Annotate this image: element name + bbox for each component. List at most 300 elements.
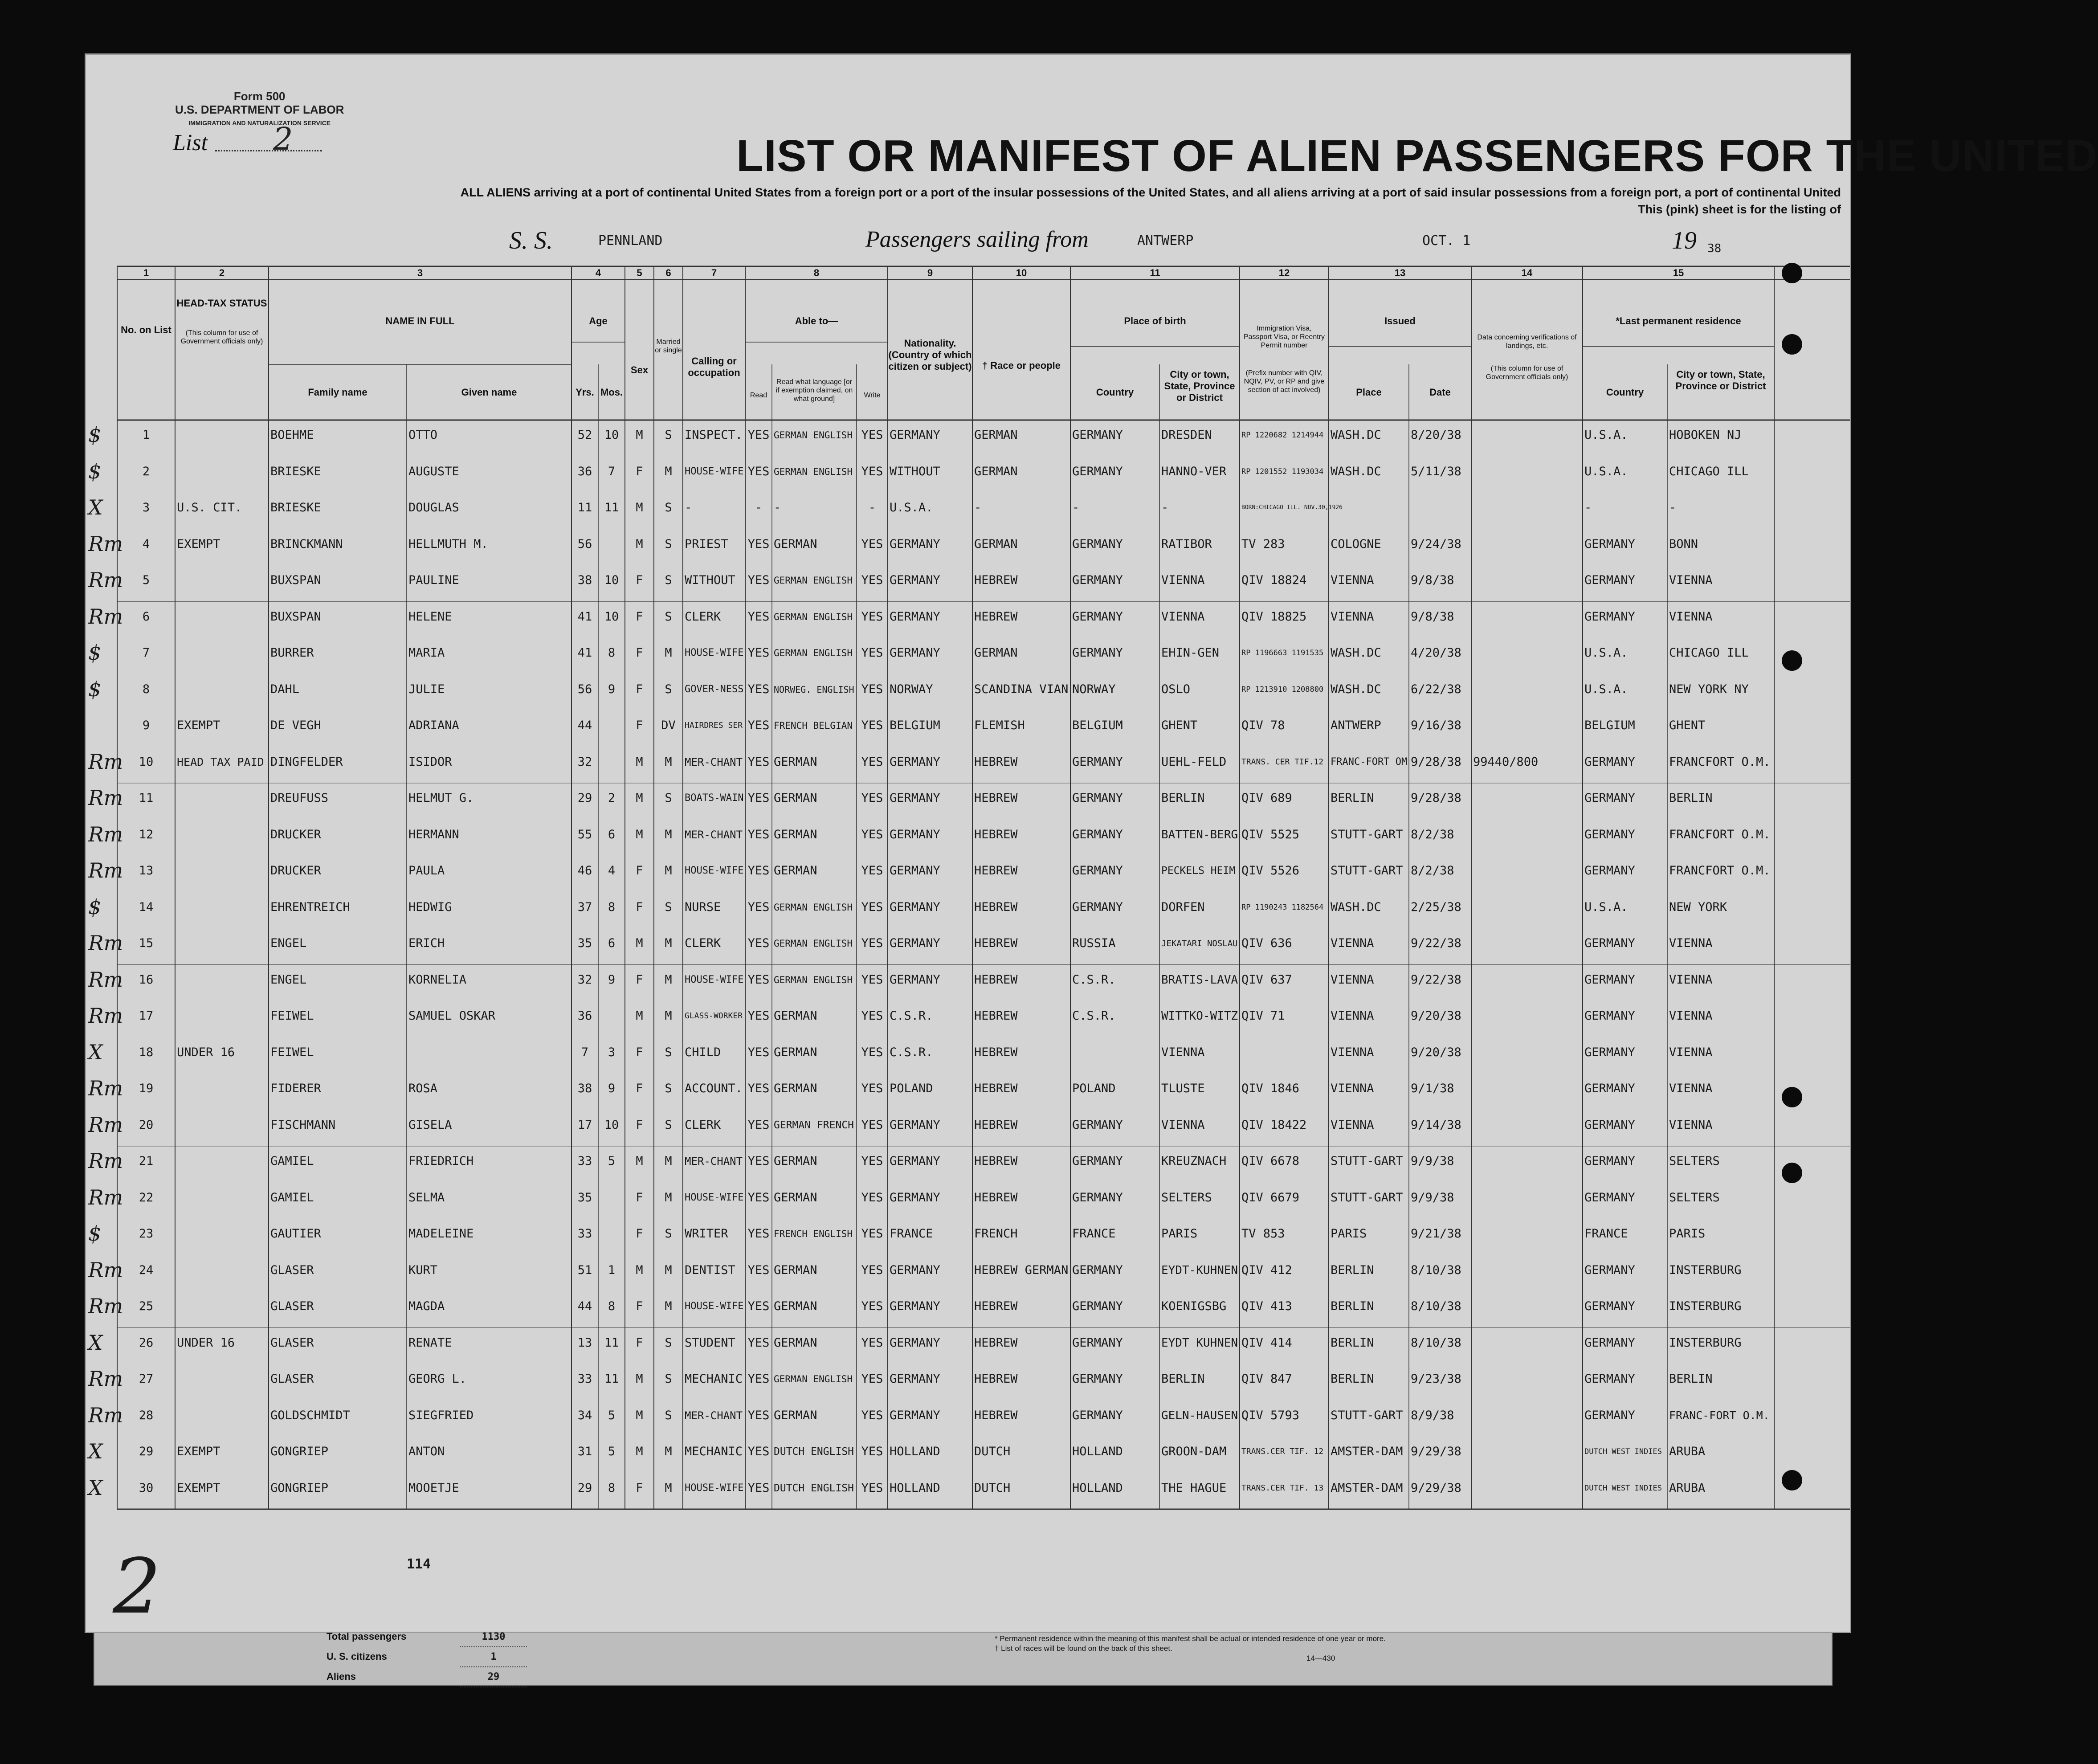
- cell-sex: M: [636, 537, 643, 551]
- cell-rcity: INSTERBURG: [1669, 1299, 1742, 1313]
- cell-calling: STUDENT: [685, 1335, 735, 1350]
- cell-rcountry: GERMANY: [1584, 537, 1635, 551]
- manifest-page: [85, 53, 2098, 1682]
- cell-visa: QIV 637: [1241, 972, 1292, 987]
- cell-bcity: VIENNA: [1161, 1118, 1205, 1132]
- cell-bcity: BERLIN: [1161, 791, 1205, 805]
- cell-given: OTTO: [408, 428, 438, 442]
- cell-rcountry: BELGIUM: [1584, 719, 1635, 732]
- cell-place: FRANC-FORT OM: [1331, 756, 1408, 768]
- cell-read: YES: [747, 682, 770, 696]
- cell-date: 2/25/38: [1411, 900, 1461, 914]
- cell-yrs: 33: [577, 1372, 592, 1386]
- cell-calling: HAIRDRES SER: [685, 721, 743, 730]
- cell-no: 23: [139, 1227, 154, 1241]
- cell-nat: GERMANY: [890, 900, 940, 914]
- cell-write: YES: [861, 609, 883, 624]
- cell-family: GONGRIEP: [270, 1481, 329, 1495]
- aliens-count-value: 29: [460, 1668, 527, 1687]
- cell-date: 9/23/38: [1411, 1372, 1461, 1386]
- cell-race: HEBREW: [974, 609, 1018, 624]
- margin-mark: Rm: [88, 749, 123, 774]
- cell-mos: 4: [608, 864, 616, 878]
- cell-write: YES: [861, 1154, 883, 1168]
- cell-given: GEORG L.: [408, 1372, 467, 1386]
- cell-date: 9/24/38: [1411, 537, 1461, 551]
- cell-visa: QIV 413: [1241, 1299, 1292, 1313]
- cell-sex: M: [636, 1009, 643, 1023]
- cell-calling: NURSE: [685, 900, 721, 914]
- cell-bcity: GHENT: [1161, 719, 1198, 732]
- cell-race: HEBREW: [974, 1372, 1018, 1386]
- race-header: † Race or people: [982, 360, 1061, 371]
- cell-no: 21: [139, 1154, 154, 1168]
- cell-rcountry: GERMANY: [1584, 1154, 1635, 1168]
- cell-race: HEBREW: [974, 573, 1018, 587]
- cell-yrs: 34: [577, 1408, 592, 1422]
- cell-yrs: 33: [577, 1227, 592, 1241]
- margin-mark: X: [88, 1040, 103, 1064]
- cell-bcountry: GERMANY: [1072, 464, 1123, 478]
- cell-ms: S: [665, 1045, 672, 1059]
- given-name-header: Given name: [461, 387, 517, 398]
- cell-yrs: 13: [577, 1335, 592, 1350]
- margin-mark: Rm: [88, 568, 123, 592]
- residence-header: *Last permanent residence: [1616, 315, 1741, 327]
- cell-bcity: EYDT KUHNEN: [1161, 1336, 1238, 1350]
- cell-bcountry: GERMANY: [1072, 537, 1123, 551]
- column-number: 12: [1278, 267, 1290, 278]
- cell-mos: 6: [608, 936, 616, 950]
- cell-yrs: 38: [577, 1082, 592, 1095]
- cell-place: BERLIN: [1331, 1372, 1374, 1386]
- cell-yrs: 44: [577, 1299, 592, 1313]
- cell-family: GAMIEL: [270, 1190, 314, 1205]
- column-number: 9: [927, 267, 933, 278]
- cell-no: 5: [142, 573, 150, 587]
- cell-lang: GERMAN: [774, 864, 817, 878]
- cell-nat: GERMANY: [890, 864, 940, 878]
- cell-no: 11: [139, 791, 154, 805]
- cell-no: 8: [142, 682, 150, 696]
- cell-bcity: DORFEN: [1161, 900, 1205, 914]
- cell-tax: EXEMPT: [177, 1481, 220, 1495]
- cell-sex: F: [636, 900, 643, 914]
- cell-no: 14: [139, 900, 154, 914]
- read-language-header: Read what language [or if exemption claimed, on what ground]: [776, 378, 853, 403]
- cell-sex: F: [636, 719, 643, 732]
- margin-mark: Rm: [88, 858, 123, 882]
- cell-sex: F: [636, 864, 643, 878]
- punch-hole: [1782, 334, 1802, 355]
- punch-hole: [1782, 650, 1802, 671]
- cell-write: YES: [861, 1335, 883, 1350]
- margin-mark: Rm: [88, 931, 123, 955]
- cell-read: YES: [747, 1154, 770, 1168]
- cell-lang: GERMAN: [774, 1190, 817, 1205]
- residence-country-header: Country: [1606, 387, 1644, 398]
- cell-visa: QIV 1846: [1241, 1082, 1300, 1095]
- cell-race: -: [974, 501, 982, 514]
- cell-read: YES: [747, 1190, 770, 1205]
- name-header: NAME IN FULL: [385, 315, 455, 327]
- cell-given: ERICH: [408, 936, 445, 950]
- cell-date: 8/2/38: [1411, 827, 1454, 841]
- birth-country-header: Country: [1096, 387, 1134, 398]
- cell-bcity: BRATIS-LAVA: [1161, 973, 1238, 987]
- cell-ms: M: [665, 646, 672, 660]
- cell-ms: S: [665, 1118, 672, 1132]
- cell-bcountry: GERMANY: [1072, 1118, 1123, 1132]
- cell-race: HEBREW: [974, 1190, 1018, 1205]
- cell-lang: GERMAN ENGLISH: [774, 974, 853, 985]
- cell-ms: S: [665, 791, 672, 805]
- cell-date: 9/9/38: [1411, 1154, 1454, 1168]
- column-number: 1: [143, 267, 149, 278]
- cell-yrs: 41: [577, 609, 592, 624]
- cell-date: 9/8/38: [1411, 573, 1454, 587]
- cell-write: YES: [861, 755, 883, 769]
- cell-bcountry: -: [1072, 501, 1080, 514]
- cell-read: -: [755, 501, 763, 514]
- cell-read: YES: [747, 464, 770, 478]
- cell-write: YES: [861, 1408, 883, 1422]
- cell-bcountry: GERMANY: [1072, 900, 1123, 914]
- cell-sex: F: [636, 682, 643, 696]
- cell-date: 6/22/38: [1411, 682, 1461, 696]
- cell-given: ISIDOR: [408, 755, 452, 769]
- cell-nat: GERMANY: [890, 1190, 940, 1205]
- cell-race: GERMAN: [974, 537, 1018, 551]
- manifest-grid: [86, 55, 1850, 1632]
- cell-yrs: 35: [577, 1190, 592, 1205]
- cell-sex: M: [636, 936, 643, 950]
- cell-calling: CLERK: [685, 936, 721, 950]
- cell-lang: GERMAN ENGLISH: [774, 611, 853, 622]
- cell-rcity: BERLIN: [1669, 1372, 1713, 1386]
- cell-yrs: 32: [577, 972, 592, 987]
- cell-bcountry: GERMANY: [1072, 791, 1123, 805]
- cell-family: DE VEGH: [270, 719, 321, 732]
- cell-visa: QIV 6679: [1241, 1190, 1300, 1205]
- cell-no: 22: [139, 1190, 154, 1205]
- column-number: 11: [1150, 267, 1160, 278]
- cell-family: DRUCKER: [270, 864, 321, 878]
- cell-date: 9/14/38: [1411, 1118, 1461, 1132]
- year-suffix: 38: [1707, 242, 1722, 255]
- cell-yrs: 29: [577, 791, 592, 805]
- cell-nat: HOLLAND: [890, 1445, 940, 1458]
- cell-family: BUXSPAN: [270, 573, 321, 587]
- cell-bcountry: HOLLAND: [1072, 1481, 1123, 1495]
- cell-write: YES: [861, 464, 883, 478]
- cell-nat: GERMANY: [890, 1299, 940, 1313]
- cell-rcountry: GERMANY: [1584, 1335, 1635, 1350]
- cell-nat: HOLLAND: [890, 1481, 940, 1495]
- cell-bcountry: GERMANY: [1072, 1154, 1123, 1168]
- cell-race: HEBREW: [974, 1009, 1018, 1023]
- cell-bcountry: GERMANY: [1072, 1335, 1123, 1350]
- cell-date: 9/29/38: [1411, 1445, 1461, 1458]
- cell-read: YES: [747, 864, 770, 878]
- page-title: LIST OR MANIFEST OF ALIEN PASSENGERS FOR THE UNITED: [736, 131, 2098, 181]
- cell-bcity: OSLO: [1161, 682, 1191, 696]
- cell-ms: M: [665, 1190, 672, 1205]
- cell-read: YES: [747, 537, 770, 551]
- cell-sex: M: [636, 428, 643, 442]
- cell-rcity: PARIS: [1669, 1227, 1706, 1241]
- column-number: 8: [813, 267, 820, 278]
- cell-date: 9/16/38: [1411, 719, 1461, 732]
- cell-place: VIENNA: [1331, 609, 1374, 624]
- birth-header: Place of birth: [1124, 315, 1186, 327]
- cell-visa: QIV 78: [1241, 719, 1285, 732]
- cell-visa: RP 1196663 1191535: [1241, 649, 1324, 657]
- cell-race: GERMAN: [974, 646, 1018, 660]
- cell-date: 8/10/38: [1411, 1299, 1461, 1313]
- cell-family: BRIESKE: [270, 464, 321, 478]
- cell-read: YES: [747, 1481, 770, 1495]
- cell-ms: M: [665, 1445, 672, 1458]
- cell-rcity: VIENNA: [1669, 1009, 1713, 1023]
- cell-lang: GERMAN: [774, 827, 817, 841]
- cell-date: 4/20/38: [1411, 646, 1461, 660]
- cell-yrs: 41: [577, 646, 592, 660]
- column-number: 7: [711, 267, 717, 278]
- cell-sex: M: [636, 827, 643, 841]
- footnote-races: † List of races will be found on the back of this sheet.: [995, 1644, 1172, 1653]
- cell-yrs: 33: [577, 1154, 592, 1168]
- cell-date: 8/10/38: [1411, 1263, 1461, 1277]
- cell-place: VIENNA: [1331, 573, 1374, 587]
- cell-given: FRIEDRICH: [408, 1154, 474, 1168]
- cell-write: YES: [861, 1263, 883, 1277]
- cell-rcity: ARUBA: [1669, 1481, 1706, 1495]
- cell-nat: POLAND: [890, 1082, 933, 1095]
- cell-visa: BORN:CHICAGO ILL. NOV.30,1926: [1241, 504, 1343, 511]
- cell-place: AMSTER-DAM: [1331, 1445, 1403, 1458]
- cell-bcountry: GERMANY: [1072, 755, 1123, 769]
- cell-race: FRENCH: [974, 1227, 1018, 1241]
- cell-rcity: VIENNA: [1669, 1045, 1713, 1059]
- cell-nat: NORWAY: [890, 682, 933, 696]
- cell-race: HEBREW GERMAN: [974, 1263, 1069, 1277]
- cell-rcountry: FRANCE: [1584, 1227, 1628, 1241]
- cell-mos: 5: [608, 1154, 616, 1168]
- cell-given: ADRIANA: [408, 719, 459, 732]
- cell-family: DRUCKER: [270, 827, 321, 841]
- cell-rcountry: GERMANY: [1584, 1190, 1635, 1205]
- cell-nat: GERMANY: [890, 609, 940, 624]
- port-name: ANTWERP: [1137, 233, 1194, 249]
- cell-nat: GERMANY: [890, 1154, 940, 1168]
- cell-bcity: UEHL-FELD: [1161, 755, 1227, 769]
- column-number: 2: [219, 267, 225, 278]
- cell-write: YES: [861, 1009, 883, 1023]
- cell-mos: 5: [608, 1408, 616, 1422]
- cell-no: 16: [139, 972, 154, 987]
- cell-tax: U.S. CIT.: [177, 501, 242, 514]
- cell-bcity: PECKELS HEIM: [1161, 865, 1236, 877]
- cell-place: ANTWERP: [1331, 719, 1381, 732]
- cell-mos: 9: [608, 682, 616, 696]
- margin-mark: Rm: [88, 1076, 123, 1100]
- cell-calling: MER-CHANT: [685, 1409, 743, 1422]
- cell-read: YES: [747, 1227, 770, 1241]
- margin-mark: X: [88, 1475, 103, 1500]
- cell-place: WASH.DC: [1331, 682, 1381, 696]
- cell-read: YES: [747, 1408, 770, 1422]
- cell-given: HELLMUTH M.: [408, 537, 488, 551]
- cell-calling: -: [685, 501, 692, 514]
- total-passengers-row: [327, 1627, 527, 1647]
- cell-nat: GERMANY: [890, 1118, 940, 1132]
- cell-bcountry: HOLLAND: [1072, 1445, 1123, 1458]
- cell-place: WASH.DC: [1331, 464, 1381, 478]
- cell-read: YES: [747, 972, 770, 987]
- cell-calling: DENTIST: [685, 1263, 735, 1277]
- cell-nat: C.S.R.: [890, 1009, 933, 1023]
- cell-rcountry: GERMANY: [1584, 1408, 1635, 1422]
- cell-no: 7: [142, 646, 150, 660]
- cell-no: 6: [142, 609, 150, 624]
- cell-write: YES: [861, 537, 883, 551]
- margin-mark: Rm: [88, 1294, 123, 1318]
- cell-rcity: FRANCFORT O.M.: [1669, 864, 1771, 878]
- column-number: 10: [1016, 267, 1027, 278]
- cell-family: ENGEL: [270, 936, 307, 950]
- cell-ms: S: [665, 573, 672, 587]
- cell-calling: MER-CHANT: [685, 828, 743, 841]
- cell-race: HEBREW: [974, 972, 1018, 987]
- cell-ms: S: [665, 609, 672, 624]
- cell-rcountry: GERMANY: [1584, 1372, 1635, 1386]
- cell-no: 20: [139, 1118, 154, 1132]
- cell-bcountry: NORWAY: [1072, 682, 1116, 696]
- cell-sex: F: [636, 1299, 643, 1313]
- cell-write: YES: [861, 646, 883, 660]
- cell-rcountry: GERMANY: [1584, 864, 1635, 878]
- cell-bcity: VIENNA: [1161, 573, 1205, 587]
- cell-bcity: TLUSTE: [1161, 1082, 1205, 1095]
- cell-bcity: PARIS: [1161, 1227, 1198, 1241]
- cell-visa: QIV 5793: [1241, 1408, 1300, 1422]
- cell-tax: EXEMPT: [177, 537, 220, 551]
- cell-bcity: GELN-HAUSEN: [1161, 1409, 1238, 1422]
- margin-mark: X: [88, 495, 103, 519]
- cell-place: STUTT-GART: [1331, 1408, 1403, 1422]
- cell-ms: M: [665, 464, 672, 478]
- cell-calling: CLERK: [685, 1118, 721, 1132]
- cell-tax: EXEMPT: [177, 719, 220, 732]
- cell-mos: 10: [604, 428, 619, 442]
- cell-yrs: 55: [577, 827, 592, 841]
- cell-write: YES: [861, 972, 883, 987]
- cell-race: FLEMISH: [974, 719, 1025, 732]
- cell-bcountry: RUSSIA: [1072, 936, 1116, 950]
- cell-calling: GLASS-WORKER: [685, 1011, 743, 1021]
- cell-no: 10: [139, 755, 154, 769]
- cell-no: 1: [142, 428, 150, 442]
- cell-sex: F: [636, 1335, 643, 1350]
- cell-yrs: 56: [577, 682, 592, 696]
- cell-visa: QIV 412: [1241, 1263, 1292, 1277]
- cell-visa: QIV 5525: [1241, 827, 1300, 841]
- cell-bcity: DRESDEN: [1161, 428, 1212, 442]
- cell-nat: GERMANY: [890, 755, 940, 769]
- cell-bcity: SELTERS: [1161, 1190, 1212, 1205]
- cell-calling: ACCOUNT.: [685, 1082, 743, 1095]
- cell-place: VIENNA: [1331, 1045, 1374, 1059]
- cell-rcity: BONN: [1669, 537, 1698, 551]
- cell-nat: GERMANY: [890, 1408, 940, 1422]
- cell-date: 9/22/38: [1411, 936, 1461, 950]
- column-number: 13: [1394, 267, 1406, 278]
- cell-place: VIENNA: [1331, 1082, 1374, 1095]
- cell-yrs: 44: [577, 719, 592, 732]
- cell-visa: RP 1213910 1208800: [1241, 685, 1324, 694]
- cell-bcountry: FRANCE: [1072, 1227, 1116, 1241]
- margin-mark: Rm: [88, 1185, 123, 1209]
- cell-tax: UNDER 16: [177, 1045, 235, 1059]
- cell-place: STUTT-GART: [1331, 864, 1403, 878]
- cell-given: SIEGFRIED: [408, 1408, 474, 1422]
- cell-race: GERMAN: [974, 428, 1018, 442]
- cell-nat: GERMANY: [890, 791, 940, 805]
- cell-place: PARIS: [1331, 1227, 1367, 1241]
- cell-bcountry: GERMANY: [1072, 1372, 1123, 1386]
- cell-lang: GERMAN ENGLISH: [774, 466, 853, 477]
- cell-mos: 8: [608, 1299, 616, 1313]
- cell-rcountry: U.S.A.: [1584, 682, 1628, 696]
- cell-family: DAHL: [270, 682, 300, 696]
- cell-read: YES: [747, 791, 770, 805]
- cell-date: 9/9/38: [1411, 1190, 1454, 1205]
- family-name-header: Family name: [308, 387, 367, 398]
- cell-rcountry: DUTCH WEST INDIES: [1584, 1447, 1662, 1456]
- cell-write: YES: [861, 1118, 883, 1132]
- issued-place-header: Place: [1356, 387, 1382, 398]
- cell-ms: M: [665, 827, 672, 841]
- cell-mos: 3: [608, 1045, 616, 1059]
- age-header: Age: [589, 315, 608, 327]
- cell-sex: M: [636, 755, 643, 769]
- cell-race: DUTCH: [974, 1481, 1011, 1495]
- cell-write: YES: [861, 428, 883, 442]
- cell-given: HELMUT G.: [408, 791, 474, 805]
- cell-race: HEBREW: [974, 1408, 1018, 1422]
- margin-mark: Rm: [88, 1112, 123, 1137]
- cell-nat: GERMANY: [890, 1335, 940, 1350]
- cell-lang: GERMAN: [774, 537, 817, 551]
- cell-yrs: 46: [577, 864, 592, 878]
- cell-family: GLASER: [270, 1335, 314, 1350]
- cell-mos: 9: [608, 1082, 616, 1095]
- footnote-residence: * Permanent residence within the meaning of this manifest shall be actual or intended residence of one year or more.: [995, 1634, 1386, 1643]
- cell-race: HEBREW: [974, 900, 1018, 914]
- cell-family: BOEHME: [270, 428, 314, 442]
- cell-bcountry: GERMANY: [1072, 827, 1123, 841]
- cell-calling: MECHANIC: [685, 1372, 743, 1386]
- cell-place: VIENNA: [1331, 1118, 1374, 1132]
- cell-rcity: FRANCFORT O.M.: [1669, 827, 1771, 841]
- cell-write: YES: [861, 1227, 883, 1241]
- cell-write: YES: [861, 791, 883, 805]
- cell-no: 17: [139, 1009, 154, 1023]
- cell-family: GLASER: [270, 1263, 314, 1277]
- cell-rcountry: GERMANY: [1584, 1118, 1635, 1132]
- aliens-count-row: [327, 1667, 527, 1687]
